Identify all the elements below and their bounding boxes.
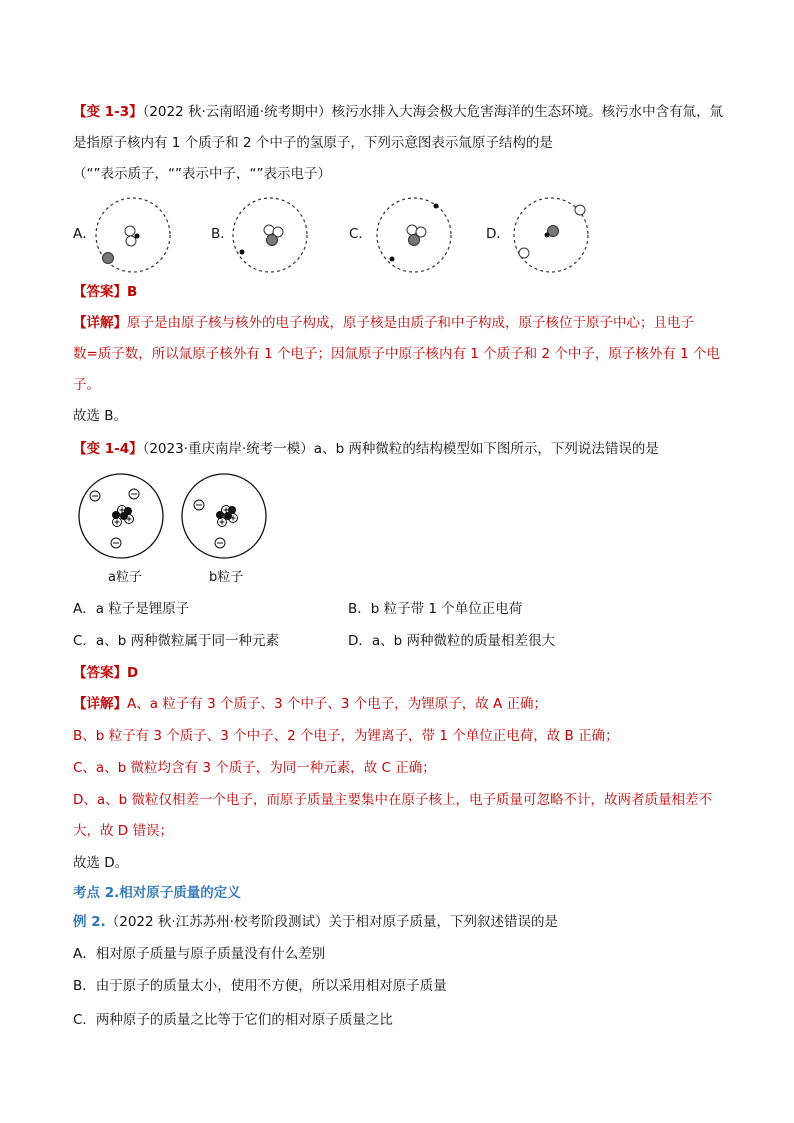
q2-source: （2022 秋·江苏苏州·校考阶段测试）: [105, 914, 329, 930]
q14-caption-b: b粒子: [209, 570, 244, 585]
neutron: [264, 225, 274, 235]
q14-option-d: D．a、b 两种微粒的质量相差很大: [348, 633, 556, 649]
q14-caption-a: a粒子: [108, 570, 142, 585]
q13-option-a-label: A．: [73, 226, 96, 242]
q13-stem-line1: [73, 102, 723, 122]
neutron: [519, 248, 529, 258]
proton: [126, 236, 136, 246]
electron: [240, 250, 245, 255]
q13-option-a-diagram: [93, 195, 173, 275]
q13-option-b-diagram: [230, 195, 310, 275]
q2-stem-text: 关于相对原子质量，下列叙述错误的是: [328, 914, 558, 930]
electron: [545, 233, 550, 238]
q14-explain-line2: B、b 粒子有 3 个质子、3 个中子、2 个电子，为锂离子，带 1 个单位正电荷，故 B 正确；: [73, 728, 619, 744]
section-heading: 考点 2.相对原子质量的定义: [73, 885, 241, 901]
q14-option-a: A．a 粒子是锂原子: [73, 601, 190, 617]
neutron: [407, 225, 417, 235]
neutron: [228, 506, 236, 514]
q14-tag: 【变 1-4】: [73, 441, 143, 457]
q13-tag: 【变 1-3】: [73, 104, 143, 120]
q14-option-b: B．b 粒子带 1 个单位正电荷: [348, 601, 523, 617]
q13-option-c-label: C．: [349, 226, 372, 242]
neutron: [575, 205, 585, 215]
q13-option-b-label: B．: [211, 226, 234, 242]
q14-source: （2023·重庆南岸·统考一模）: [142, 441, 314, 457]
q13-option-d-diagram: [511, 195, 591, 275]
electron: [390, 257, 395, 262]
q13-explain1: 原子是由原子核与核外的电子构成，原子核是由质子和中子构成，原子核位于原子中心；且电子: [127, 315, 694, 331]
q13-option-d-label: D．: [486, 226, 510, 242]
q14-particle-b-diagram: [181, 472, 271, 562]
q14-e1: A、a 粒子有 3 个质子、3 个中子、3 个电子，为锂原子，故 A 正确；: [127, 696, 548, 712]
neutron: [103, 253, 114, 264]
q2-option-a: A．相对原子质量与原子质量没有什么差别: [73, 946, 326, 962]
q13-conclusion: 故选 B。: [73, 408, 128, 424]
q2-tag: 例 2.: [73, 914, 106, 930]
q14-explain-tag: 【详解】: [73, 696, 127, 712]
proton: [267, 235, 278, 246]
proton: [409, 235, 420, 246]
q2-stem: [73, 912, 558, 932]
q13-explain-line2: 数=质子数，所以氚原子核外有 1 个电子；因氚原子中原子核内有 1 个质子和 2 个中子，原子核外有 1 个电: [73, 346, 720, 362]
electron: [434, 204, 439, 209]
q14-stem-text: a、b 两种微粒的结构模型如下图所示，下列说法错误的是: [313, 441, 659, 457]
q13-answer-value: B: [127, 284, 138, 300]
neutron: [216, 511, 224, 519]
q13-answer-tag: 【答案】: [73, 284, 127, 300]
q2-option-b: B．由于原子的质量太小，使用不方便，所以采用相对原子质量: [73, 978, 447, 994]
q14-stem: [73, 439, 659, 459]
electron: [135, 234, 140, 239]
q14-answer-tag: 【答案】: [73, 665, 127, 681]
q14-option-c: C．a、b 两种微粒属于同一种元素: [73, 633, 280, 649]
q14-answer: [73, 663, 138, 683]
q14-explain-line4: D、a、b 微粒仅相差一个电子，而原子质量主要集中在原子核上，电子质量可忽略不计，故两者质量相差不: [73, 792, 713, 808]
q13-explain-line1: [73, 313, 694, 333]
q14-explain-line1: [73, 694, 547, 714]
q13-legend: （“”表示质子，“”表示中子，“”表示电子）: [73, 166, 331, 182]
q14-particle-a-diagram: [78, 472, 168, 562]
q13-stem1: 核污水排入大海会极大危害海洋的生态环境。核污水中含有氚，氚: [331, 104, 724, 120]
q2-option-c: C．两种原子的质量之比等于它们的相对原子质量之比: [73, 1012, 393, 1028]
q14-conclusion: 故选 D。: [73, 855, 129, 871]
q13-answer: [73, 282, 137, 302]
q13-option-c-diagram: [374, 195, 454, 275]
q13-source: （2022 秋·云南昭通·统考期中）: [142, 104, 332, 120]
proton: [125, 226, 135, 236]
q13-stem-line2: 是指原子核内有 1 个质子和 2 个中子的氢原子，下列示意图表示氚原子结构的是: [73, 135, 553, 151]
neutron: [112, 511, 120, 519]
q13-explain-tag: 【详解】: [73, 315, 127, 331]
q13-explain-line3: 子。: [73, 377, 100, 393]
q14-explain-line3: C、a、b 微粒均含有 3 个质子，为同一种元素，故 C 正确；: [73, 760, 436, 776]
neutron: [124, 507, 132, 515]
q14-answer-value: D: [127, 665, 139, 681]
q14-explain-line5: 大，故 D 错误；: [73, 823, 173, 839]
